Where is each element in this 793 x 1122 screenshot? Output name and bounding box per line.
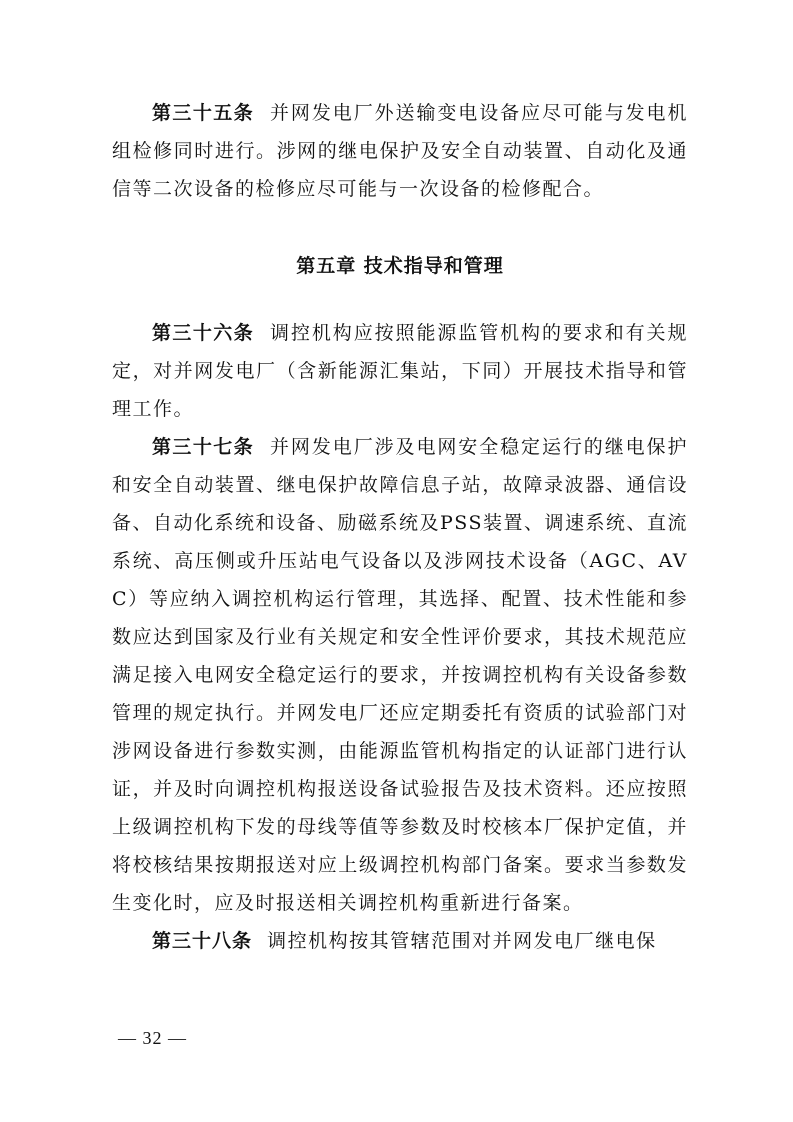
article-text: 调控机构应按照能源监管机构的要求和有关规定，对并网发电厂（含新能源汇集站，下同）开展技术指导和管理工作。 [112, 322, 688, 420]
article-text: 调控机构按其管辖范围对并网发电厂继电保 [267, 930, 657, 952]
chapter-title: 第五章 技术指导和管理 [296, 255, 504, 277]
article-number: 第三十六条 [152, 322, 255, 344]
article-38 [112, 922, 688, 960]
page-number: — 32 — [118, 1028, 187, 1048]
article-text: 并网发电厂外送输变电设备应尽可能与发电机组检修同时进行。涉网的继电保护及安全自动装置、自动化及通信等二次设备的检修应尽可能与一次设备的检修配合。 [112, 102, 688, 200]
article-number: 第三十七条 [152, 436, 255, 458]
article-number: 第三十五条 [152, 102, 255, 124]
article-35 [112, 94, 688, 208]
article-number: 第三十八条 [152, 930, 253, 952]
article-text: 并网发电厂涉及电网安全稳定运行的继电保护和安全自动装置、继电保护故障信息子站，故障录波器、通信设备、自动化系统和设备、励磁系统及PSS装置、调速系统、直流系统、高压侧或升压站电气设备以及涉网技术设备（AGC、AVC）等应纳入调控机构运行管理，其选择、配置、技术性能和参数应达到国家及行业有关规定和安全性评价要求，其技术规范应满足接入电网安全稳定运行的要求，并按调控机构有关设备参数管理的规定执行。并网发电厂还应定期委托有资质的试验部门对涉网设备进行参数实测，由能源监管机构指定的认证部门进行认证，并及时向调控机构报送设备试验报告及技术资料。还应按照上级调控机构下发的母线等值等参数及时校核本厂保护定值，并将校核结果按期报送对应上级调控机构部门备案。要求当参数发生变化时，应及时报送相关调控机构重新进行备案。 [112, 436, 688, 914]
article-36 [112, 314, 688, 428]
document-page [112, 94, 688, 960]
article-37 [112, 428, 688, 922]
